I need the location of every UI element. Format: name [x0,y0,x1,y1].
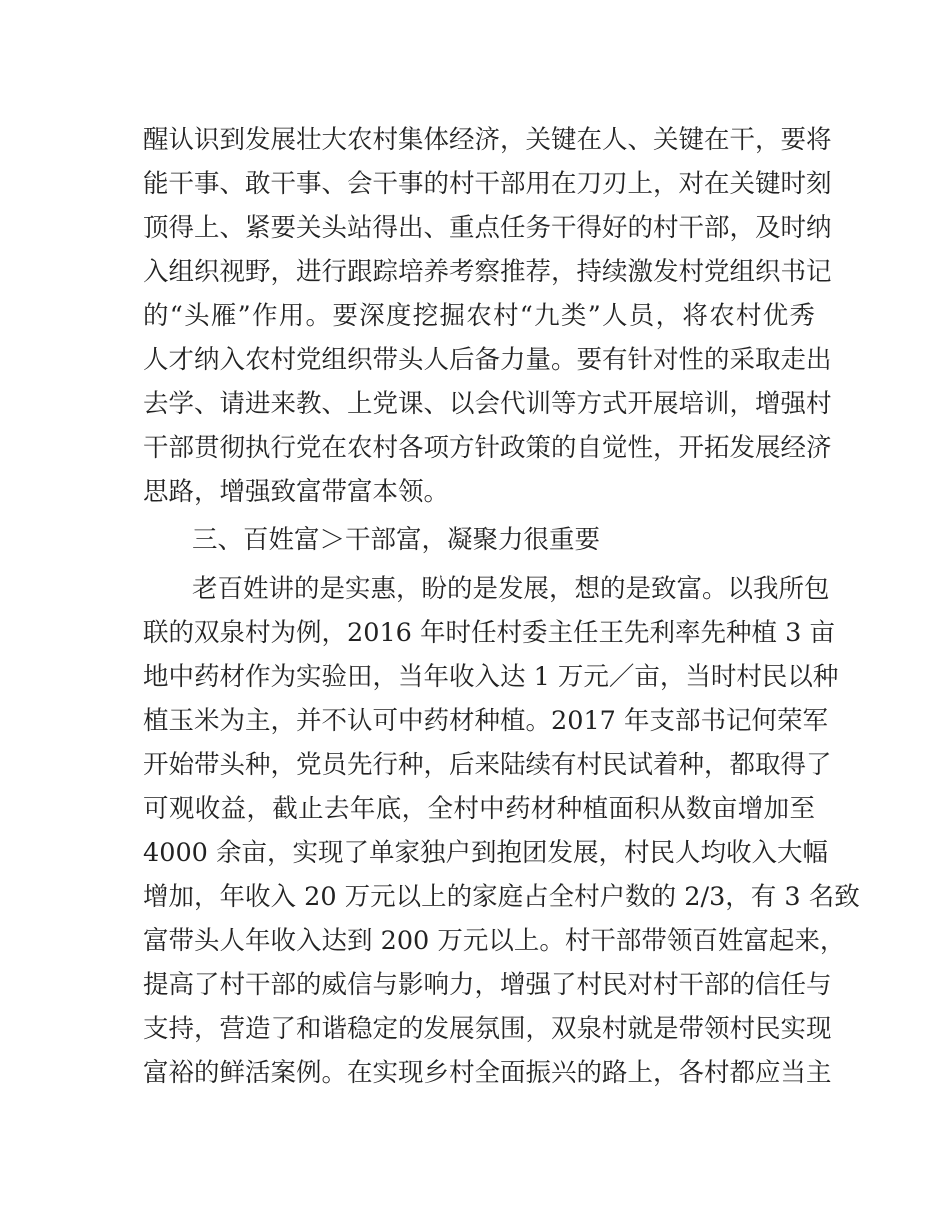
paragraph-line: 提高了村干部的威信与影响力，增强了村民对村干部的信任与 [143,970,832,1000]
paragraph-line: 老百姓讲的是实惠，盼的是发展，想的是致富。以我所包 [192,574,830,604]
paragraph-line: 醒认识到发展壮大农村集体经济，关键在人、关键在干，要将 [143,125,832,155]
paragraph-line: 思路，增强致富带富本领。 [143,477,450,507]
paragraph-line: 4000 余亩，实现了单家独户到抱团发展，村民人均收入大幅 [143,838,829,868]
paragraph-line: 植玉米为主，并不认可中药材种植。2017 年支部书记何荣军 [143,706,829,736]
paragraph-line: 的“头雁”作用。要深度挖掘农村“九类”人员，将农村优秀 [143,301,815,331]
paragraph-line: 人才纳入农村党组织带头人后备力量。要有针对性的采取走出 [143,345,832,375]
paragraph-line: 开始带头种，党员先行种，后来陆续有村民试着种，都取得了 [143,750,832,780]
paragraph-line: 可观收益，截止去年底，全村中药材种植面积从数亩增加至 [143,794,815,824]
paragraph-line: 去学、请进来教、上党课、以会代训等方式开展培训，增强村 [143,389,832,419]
paragraph-line: 能干事、敢干事、会干事的村干部用在刀刃上，对在关键时刻 [143,169,832,199]
paragraph-line: 入组织视野，进行跟踪培养考察推荐，持续激发村党组织书记 [143,257,832,287]
paragraph-line: 富带头人年收入达到 200 万元以上。村干部带领百姓富起来， [143,926,846,956]
paragraph-line: 干部贯彻执行党在农村各项方针政策的自觉性，开拓发展经济 [143,433,832,463]
paragraph-line: 增加，年收入 20 万元以上的家庭占全村户数的 2/3，有 3 名致 [143,882,860,912]
paragraph-line: 顶得上、紧要关头站得出、重点任务干得好的村干部，及时纳 [143,213,832,243]
paragraph-line: 地中药材作为实验田，当年收入达 1 万元／亩，当时村民以种 [143,662,839,692]
paragraph-line: 富裕的鲜活案例。在实现乡村全面振兴的路上，各村都应当主 [143,1058,832,1088]
paragraph-line: 支持，营造了和谐稳定的发展氛围，双泉村就是带领村民实现 [143,1014,832,1044]
paragraph-line: 联的双泉村为例，2016 年时任村委主任王先利率先种植 3 亩 [143,618,835,648]
section-heading: 三、百姓富＞干部富，凝聚力很重要 [192,525,601,555]
